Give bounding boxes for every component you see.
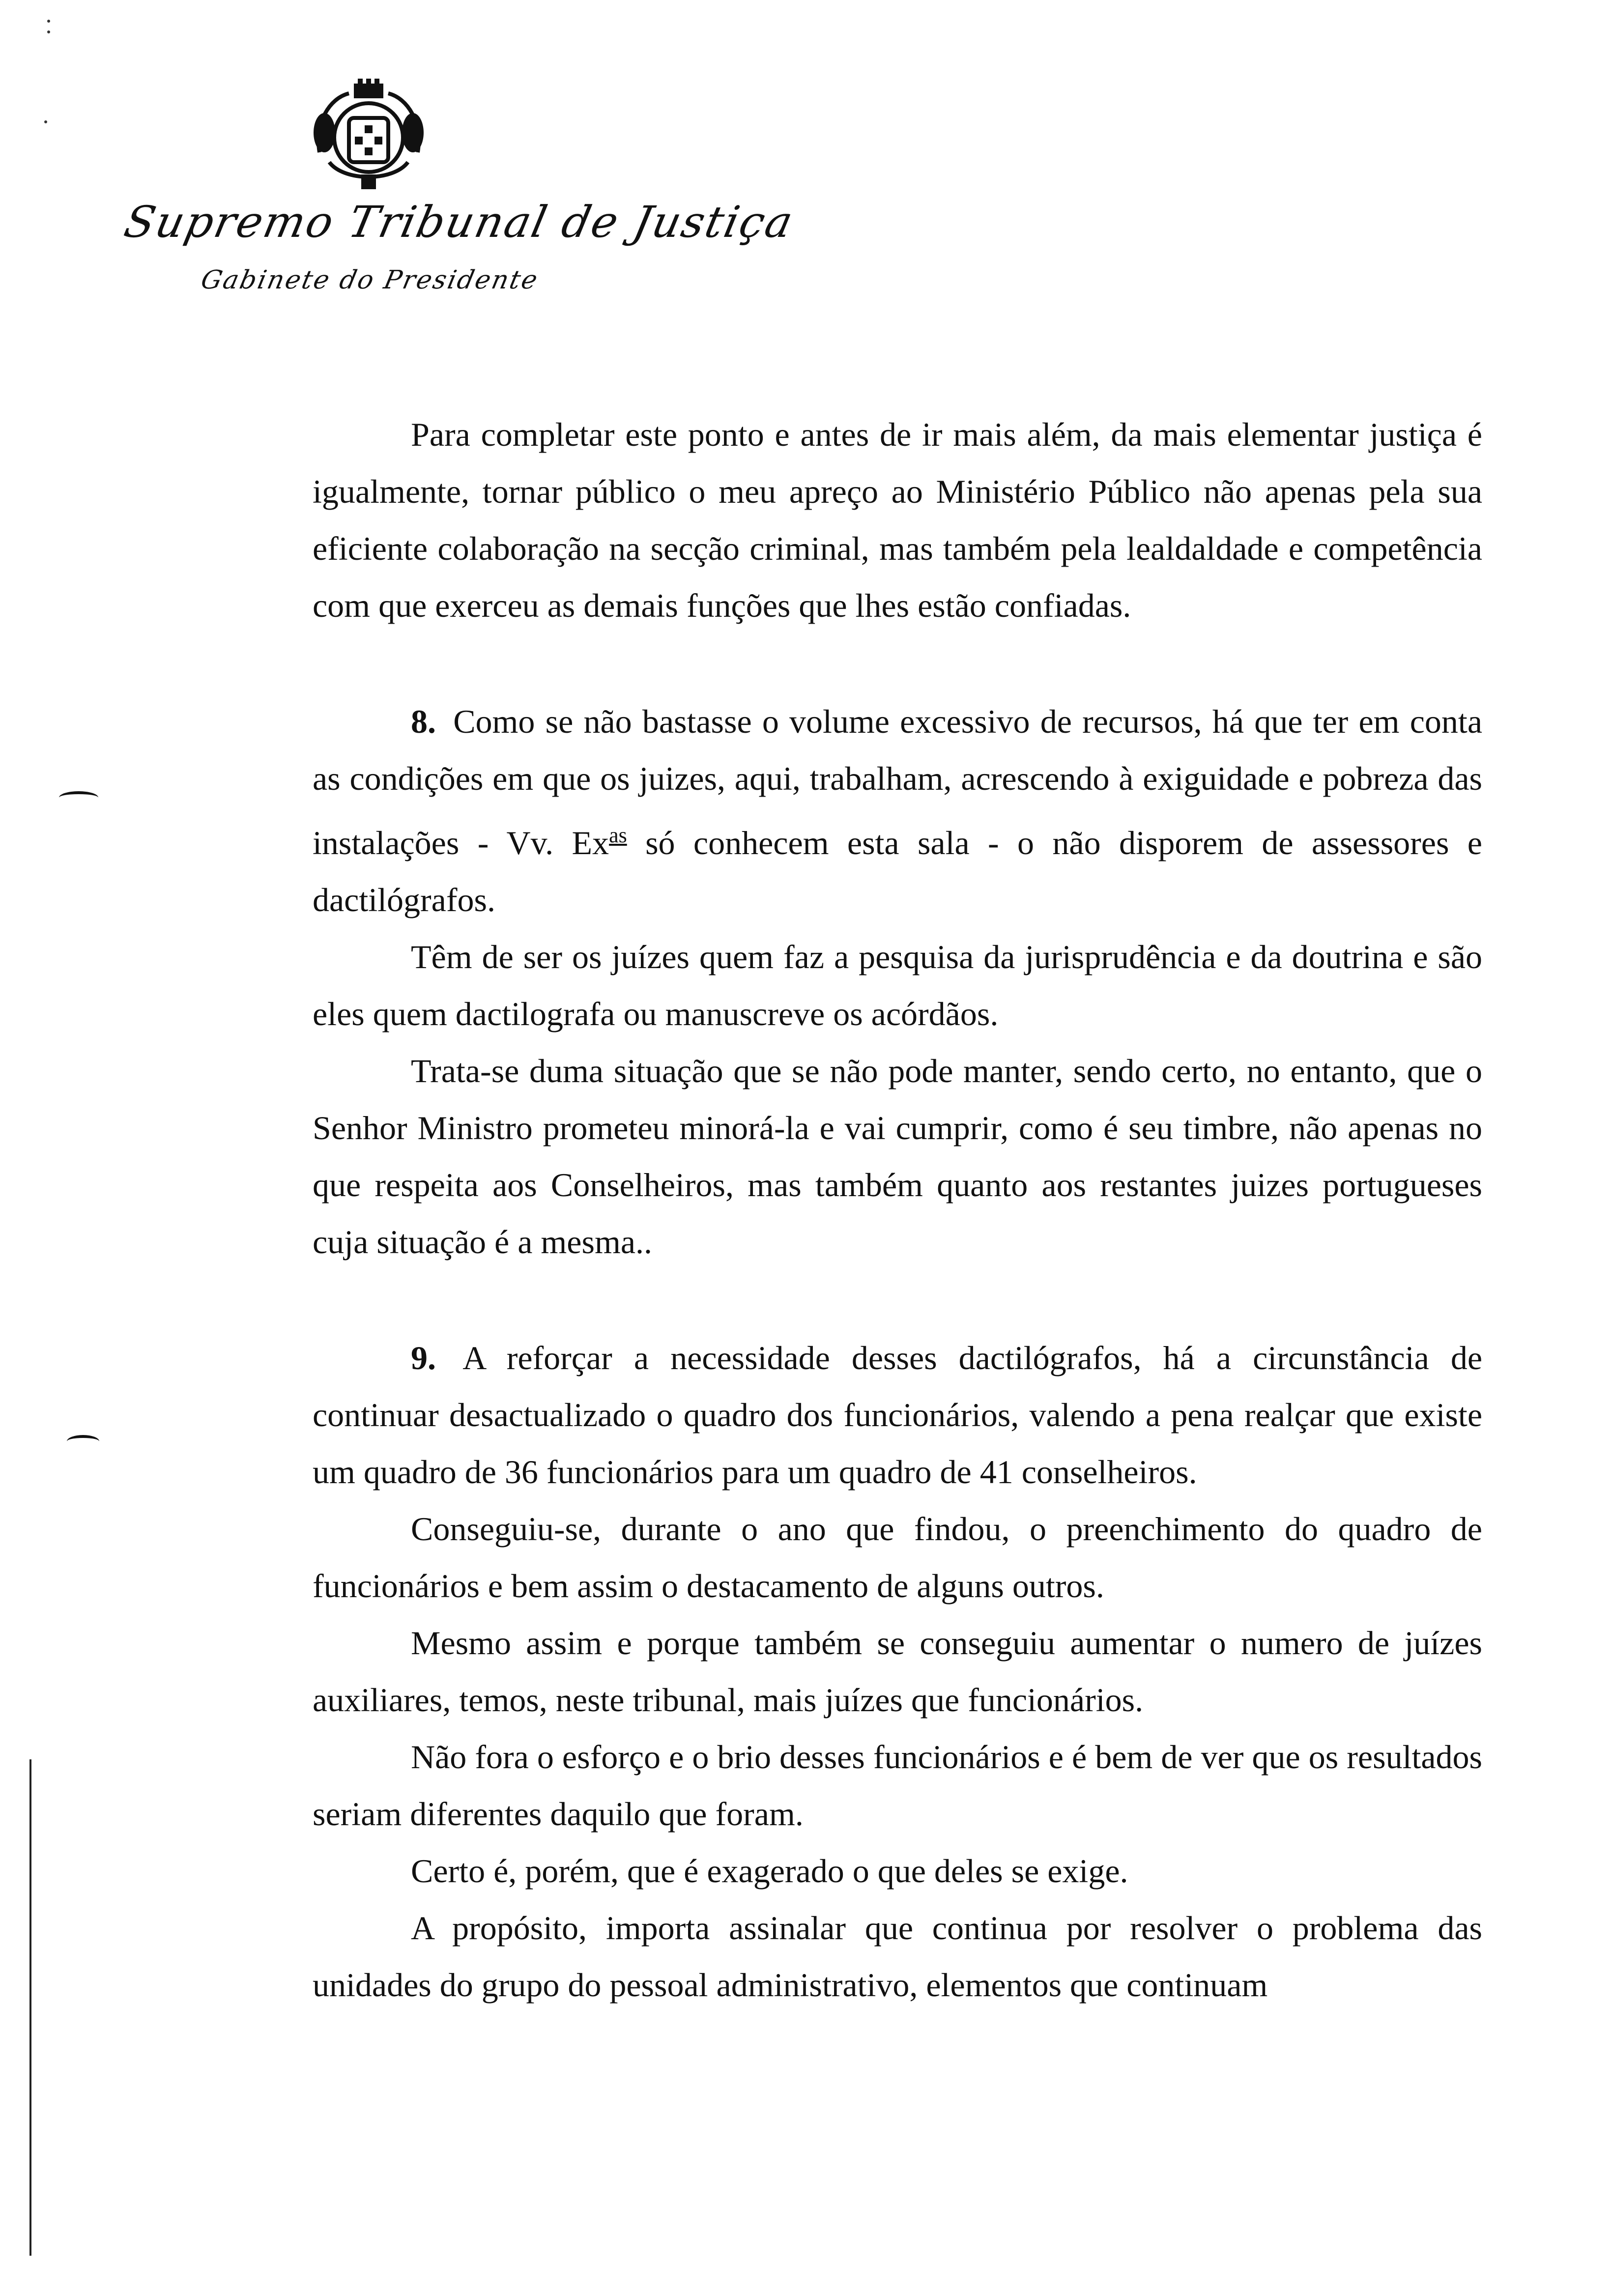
court-name-letterhead: Supremo Tribunal de Justiça [120, 197, 799, 247]
scan-speck [47, 20, 50, 23]
paragraph: Conseguiu-se, durante o ano que findou, o preenchimento do quadro de funcionários e bem assim o destacamento de alguns outros. [313, 1510, 1482, 1605]
paragraph-9 [313, 1329, 1482, 1500]
paragraph: Têm de ser os juízes quem faz a pesquisa da jurisprudência e da doutrina e são eles quem dactilografa ou manuscreve os acórdãos. [313, 938, 1482, 1033]
paragraph-text: A reforçar a necessidade desses dactilógrafos, há a circunstância de continuar desactualizado o quadro dos funcionários, valendo a pena realçar que existe um quadro de 36 funcionários para um quadro de 41 conselheiros. [313, 1339, 1482, 1491]
margin-mark [59, 791, 98, 804]
superscript-abbrev: as [609, 823, 627, 847]
coat-of-arms-emblem [300, 79, 437, 197]
margin-mark [67, 1435, 99, 1448]
paragraph-number: 8. [411, 703, 436, 740]
paragraph-8 [313, 693, 1482, 928]
scan-speck [47, 30, 50, 33]
paragraph-number: 9. [411, 1339, 436, 1377]
paragraph: Trata-se duma situação que se não pode manter, sendo certo, no entanto, que o Senhor Ministro prometeu minorá-la e vai cumprir, como é seu timbre, não apenas no que respeita aos Conselheiros, mas também quanto aos restantes juizes portugueses cuja situação é a mesma.. [313, 1052, 1482, 1261]
scan-speck [44, 120, 47, 123]
scan-edge-line [29, 1759, 31, 2256]
paragraph: Mesmo assim e porque também se conseguiu aumentar o numero de juízes auxiliares, temos, neste tribunal, mais juízes que funcionários. [313, 1624, 1482, 1719]
paragraph: Certo é, porém, que é exagerado o que deles se exige. [411, 1852, 1128, 1890]
paragraph: Não fora o esforço e o brio desses funcionários e é bem de ver que os resultados seriam diferentes daquilo que foram. [313, 1738, 1482, 1833]
paragraph: A propósito, importa assinalar que continua por resolver o problema das unidades do grupo do pessoal administrativo, elementos que continuam [313, 1909, 1482, 2004]
paragraph-text: Como se não bastasse o volume excessivo de recursos, há que ter em conta as condições em que os juizes, aqui, trabalham, acrescendo à exiguidade e pobreza das instalações - Vv. Ex [313, 703, 1482, 861]
letter-body [313, 406, 1482, 2013]
office-name-letterhead: Gabinete do Presidente [198, 265, 542, 295]
paragraph-1: Para completar este ponto e antes de ir mais além, da mais elementar justiça é igualmente, tornar público o meu apreço ao Ministério Público não apenas pela sua eficiente colaboração na secção criminal, mas também pela lealdaldade e competência com que exerceu as demais funções que lhes estão confiadas. [313, 416, 1482, 624]
paragraph-text: só conhecem esta sala - o não disporem de assessores e dactilógrafos. [313, 824, 1482, 918]
